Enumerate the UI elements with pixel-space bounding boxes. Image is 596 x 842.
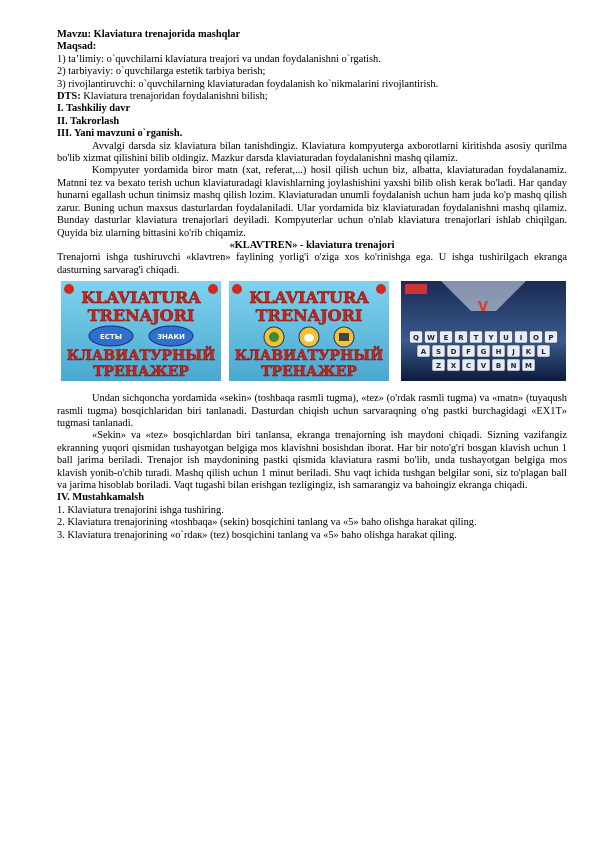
status-panel: [405, 284, 427, 294]
paragraph-launch: Trenajorni ishga tushiruvchi «klavtren» faylining yorlig'i o'ziga xos ko'rinishga ega. U ishga tushirilgach ekranga dasturning sarvarag'i chiqadi.: [57, 252, 567, 276]
key-label-k: K: [525, 348, 532, 357]
cyr-title-1: КЛАВИАТУРНЫЙ: [66, 348, 216, 365]
key-label-x: X: [450, 362, 457, 371]
task-1: 1. Klaviatura trenajorini ishga tushiring.: [57, 504, 224, 516]
turtle-shell-icon: [269, 332, 279, 342]
key-label-j: J: [512, 348, 515, 357]
key-label-v: V: [480, 362, 487, 371]
key-label-p: P: [548, 334, 554, 343]
key-label-w: W: [427, 334, 435, 343]
title-screen-image-2: [229, 281, 389, 381]
key-label-e: E: [443, 334, 449, 343]
goal-heading: Maqsad:: [57, 41, 97, 53]
duck-body-icon: [304, 334, 314, 342]
key-label-g: G: [480, 348, 487, 357]
paragraph-modes: Undan sichqoncha yordamida «sekin» (toshbaqa rasmli tugma), «tez» (o'rdak rasmli tugma) va «matn» (tuyaqush rasmli tugma) bosqichlaridan biri tanlanadi. Dasturdan chiqish uchun sarvaraqning o'ng pastki burchagidagi «EX1T» tugmasi tanlanadi.: [57, 393, 567, 429]
key-label-u: U: [503, 334, 509, 343]
goal-1: 1) ta’limiy: o`quvchilarni klaviatura treajori va undan foydalanishni o`rgatish.: [57, 53, 381, 65]
cyr-title-4: ТРЕНАЖЕР: [261, 364, 357, 381]
ostrich-body-icon: [339, 333, 349, 341]
title-screen-image-1: [61, 281, 221, 381]
corner-logo-right: [208, 284, 218, 294]
section-4: IV. Mustahkamalsh: [57, 492, 145, 504]
key-label-o: O: [533, 334, 539, 343]
paragraph-intro: Avvalgi darsda siz klaviatura bilan tanishdingiz. Klaviatura kompyuterga axborotlarni kiritishda asosiy qurilma bo'lib xizmat qilishini bilib oldingiz. Mazkur darsda klaviaturadan foydalanishni mashq qilamiz.: [57, 140, 567, 165]
goal-3: 3) rivojlantiruvchi: o`quvchilarning klaviaturadan foydalanish ko`nikmalarini rivojlantirish.: [57, 78, 439, 90]
topic-title: Klaviatura trenajorida mashqlar: [91, 29, 241, 40]
section-2: II. Takrorlash: [57, 115, 120, 127]
title-screen-svg-1: [61, 281, 221, 381]
key-label-a: A: [420, 348, 427, 357]
paragraph-workarea: «Sekin» va «tez» bosqichlardan biri tanlansa, ekranga trenajorning ish maydoni chiqadi. Sizning vazifangiz ekranning yuqori qismidan tushayotgan belgiga mos klavishni bosishdan iborat. Har bir noto'g'ri bosgan klavish uchun 1 ball jarima beriladi. Trenajor ish maydonining pastki qismida klaviatura rasmi bo'lib, unda tushayotgan belgiga mos klavish yonib-o'chib turadi. Mashq qilish uchun 1 minut beriladi. Shu vaqt ichida tushgan belgilar soni, siz to'plagan ball va jarima hisoblab boriladi. Vaqt tugashi bilan erishgan tezligingiz, ish samarangiz va bahoingiz ekranga chiqadi.: [57, 430, 567, 491]
button-right-label: ЗНАКИ: [157, 333, 185, 342]
key-label-f: F: [466, 348, 471, 357]
key-label-q: Q: [413, 334, 419, 343]
key-label-n: N: [510, 362, 517, 371]
corner-logo-left-2: [232, 284, 242, 294]
key-label-m: M: [525, 362, 532, 371]
key-label-y: Y: [488, 334, 494, 343]
corner-logo-left: [64, 284, 74, 294]
work-area-svg: [401, 281, 566, 381]
section-1: I. Tashkiliy davr: [57, 103, 131, 115]
dts-line: [57, 91, 567, 103]
task-3: 3. Klaviatura trenajorining «o`rdaк» (tez) bosqichini tanlang va «5» baho olishga harakat qiling.: [57, 529, 457, 541]
goal-2: 2) tarbiyaviy: o`quvchilarga estetik tarbiya berish;: [57, 66, 266, 78]
corner-logo-right-2: [376, 284, 386, 294]
topic-line: [57, 29, 567, 41]
dts-label: DTS:: [57, 91, 81, 103]
key-label-c: C: [465, 362, 472, 371]
latin-title-2: TRENAJORI: [87, 306, 195, 326]
title-screen-svg-2: [229, 281, 389, 381]
latin-title-1: KLAVIATURA: [81, 288, 201, 308]
key-label-h: H: [495, 348, 502, 357]
dts-text: Klaviatura trenajoridan foydalanishni bilish;: [80, 91, 268, 103]
screenshots-row: [57, 281, 567, 383]
document-body: [57, 29, 567, 542]
key-label-b: B: [495, 362, 502, 371]
cyr-title-3: КЛАВИАТУРНЫЙ: [234, 348, 384, 365]
key-label-s: S: [435, 348, 442, 357]
falling-character: V: [477, 300, 489, 316]
key-label-t: T: [473, 334, 479, 343]
cyr-title-2: ТРЕНАЖЕР: [93, 364, 189, 381]
paragraph-trainers: Kompyuter yordamida biror matn (xat, referat,...) hosil qilish uchun biz, albatta, klaviaturadan foydalanamiz. Matnni tez va bexato terish uchun klaviaturadagi klavishlarning joylashishini yaxshi bilib olish kerak bo'ladi. Har qanday hunarni egallash uchun tinimsiz mashq qilish lozim. Klaviaturadan unumli foydalanish uchun ham juda ko'p mashq qilish zarur. Buning uchun maxsus dasturlardan foydalaniladi. Ular yordamida biz klaviaturadan foydalanishni mashq qilamiz. Bunday dasturlar klaviatura trenajorlari deyiladi. Kompyuterlar uchun o'nlab klaviatura trenajorlari ishlab chiqilgan. Quyida biz ularning bittasini ko'rib chiqamiz.: [57, 165, 567, 239]
work-area-image: [401, 281, 566, 381]
klavtren-heading: «KLAVTREN» - klaviatura trenajori: [229, 239, 395, 251]
key-label-d: D: [450, 348, 457, 357]
button-left-label: ЕСТЫ: [100, 333, 122, 342]
topic-label: Mavzu:: [57, 29, 92, 40]
latin-title-4: TRENAJORI: [255, 306, 363, 326]
section-3: III. Yani mavzuni o`rganish.: [57, 128, 183, 140]
key-label-l: L: [541, 348, 546, 357]
key-label-r: R: [458, 334, 464, 343]
key-label-z: Z: [435, 362, 442, 371]
latin-title-3: KLAVIATURA: [249, 288, 369, 308]
task-2: 2. Klaviatura trenajorining «toshbaqa» (sekin) bosqichini tanlang va «5» baho olishga harakat qiling.: [57, 517, 477, 529]
key-label-i: I: [519, 334, 523, 343]
